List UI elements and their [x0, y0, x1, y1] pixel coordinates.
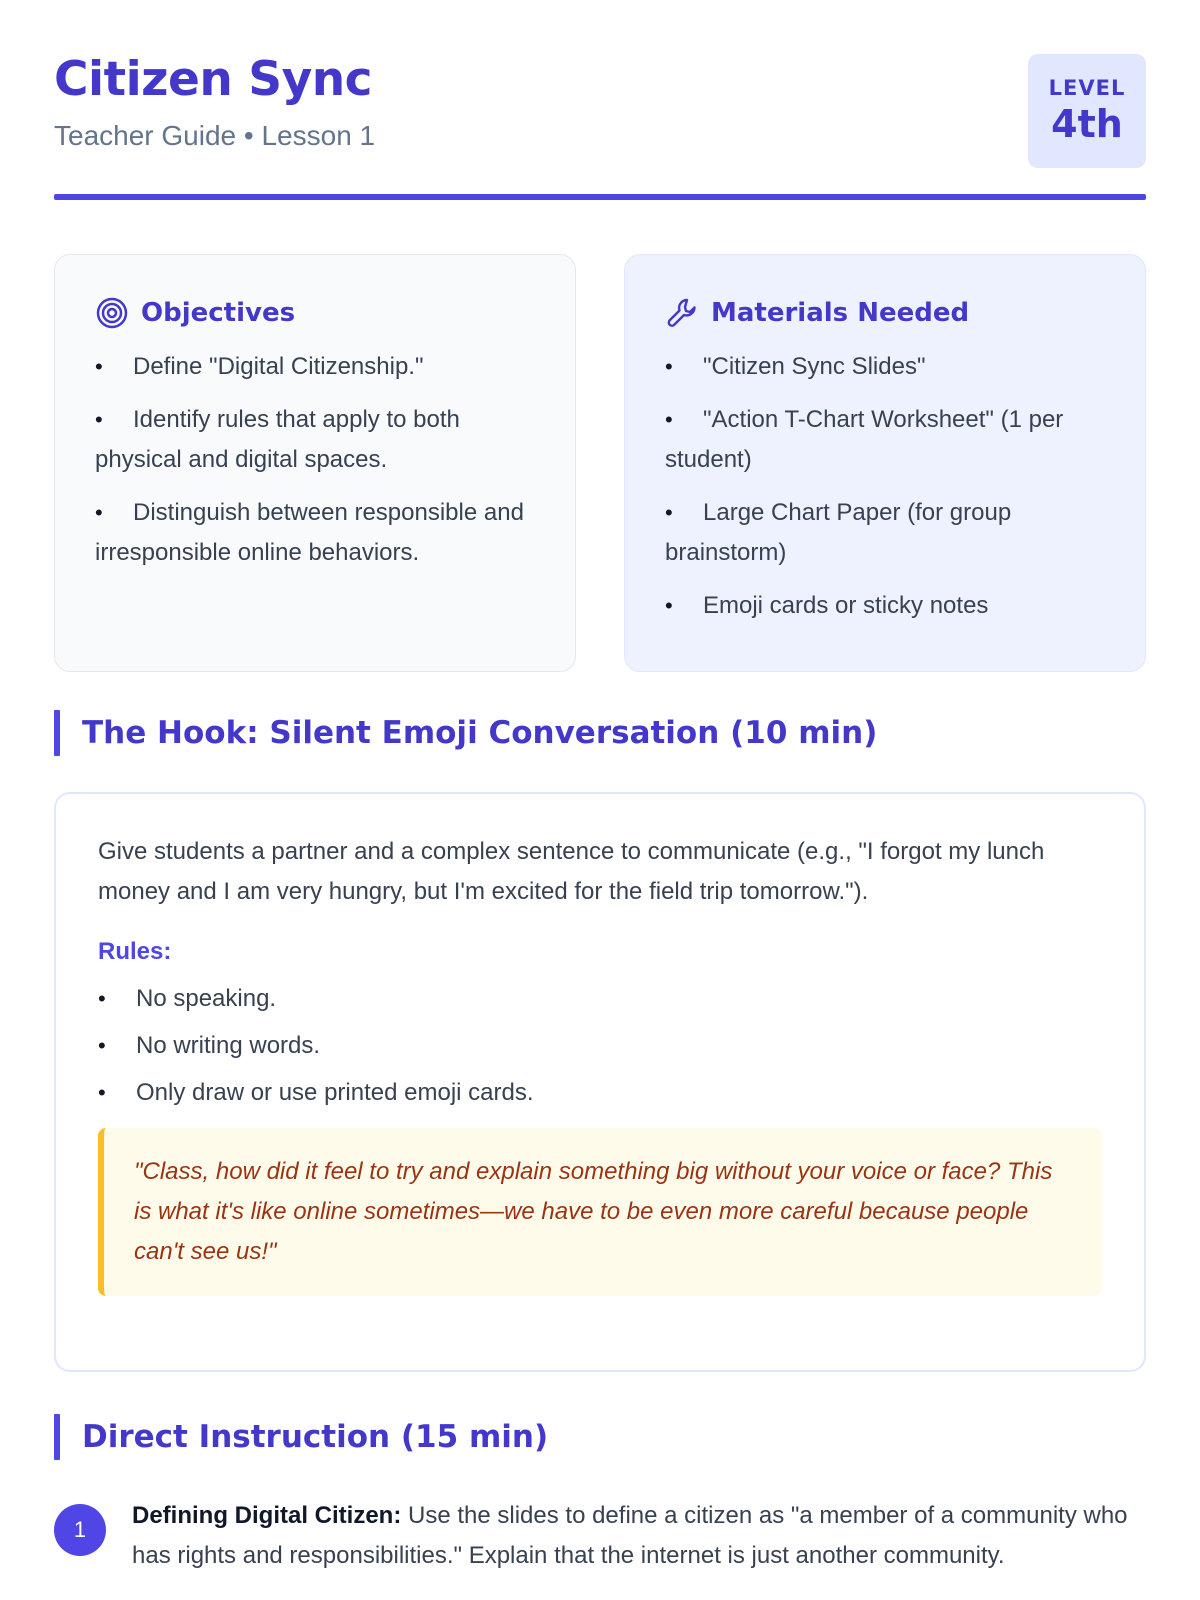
step-text [132, 1496, 1146, 1576]
rule-item: • No writing words. [98, 1031, 1102, 1061]
header-divider [54, 194, 1146, 200]
rules-label: Rules: [98, 938, 172, 965]
objectives-title: Objectives [141, 298, 296, 328]
step-number: 1 [54, 1504, 106, 1556]
hook-intro: Give students a partner and a complex sentence to communicate (e.g., "I forgot my lunch money and I am very hungry, but I'm excited for the field trip tomorrow."). [98, 838, 1045, 905]
objective-item: • Define "Digital Citizenship." [95, 347, 535, 387]
hook-card [54, 792, 1146, 1372]
target-icon [95, 296, 129, 330]
direct-instruction-heading [54, 1414, 548, 1460]
objectives-header [95, 293, 535, 333]
materials-header [665, 293, 1105, 333]
objectives-list [95, 347, 535, 573]
page-subtitle: Teacher Guide • Lesson 1 [54, 120, 376, 151]
page-header [54, 0, 1146, 200]
rule-item: • Only draw or use printed emoji cards. [98, 1078, 1102, 1108]
wrench-icon [665, 296, 699, 330]
direct-instruction-title: Direct Instruction (15 min) [82, 1419, 549, 1455]
objective-item: • Identify rules that apply to both physical and digital spaces. [95, 400, 535, 480]
hook-title: The Hook: Silent Emoji Conversation (10 min) [82, 715, 878, 751]
objectives-card [54, 254, 576, 672]
materials-list [665, 347, 1105, 626]
material-item: • Emoji cards or sticky notes [665, 586, 1105, 626]
hook-section-heading [54, 710, 877, 756]
materials-card [624, 254, 1146, 672]
step-body: Use the slides to define a citizen as "a member of a community who has rights and responsibilities." Explain that the internet is just another community. [132, 1502, 1128, 1569]
teacher-quote: "Class, how did it feel to try and explain something big without your voice or face? This is what it's like online sometimes—we have to be even more careful because people can't see us!" [98, 1128, 1102, 1296]
instruction-step [54, 1496, 1146, 1576]
material-item: • Large Chart Paper (for group brainstorm) [665, 493, 1105, 573]
level-value: 4th [1051, 102, 1123, 146]
objective-item: • Distinguish between responsible and irresponsible online behaviors. [95, 493, 535, 573]
level-badge [1028, 54, 1146, 168]
materials-title: Materials Needed [711, 298, 970, 328]
page-title: Citizen Sync [54, 52, 373, 107]
level-label: LEVEL [1048, 76, 1126, 100]
material-item: • "Action T-Chart Worksheet" (1 per student) [665, 400, 1105, 480]
material-item: • "Citizen Sync Slides" [665, 347, 1105, 387]
rule-item: • No speaking. [98, 984, 1102, 1014]
rules-list [98, 984, 1102, 1108]
section-accent-bar [54, 710, 60, 756]
step-heading: Defining Digital Citizen: [132, 1502, 402, 1529]
overview-cards [54, 254, 1146, 672]
section-accent-bar [54, 1414, 60, 1460]
